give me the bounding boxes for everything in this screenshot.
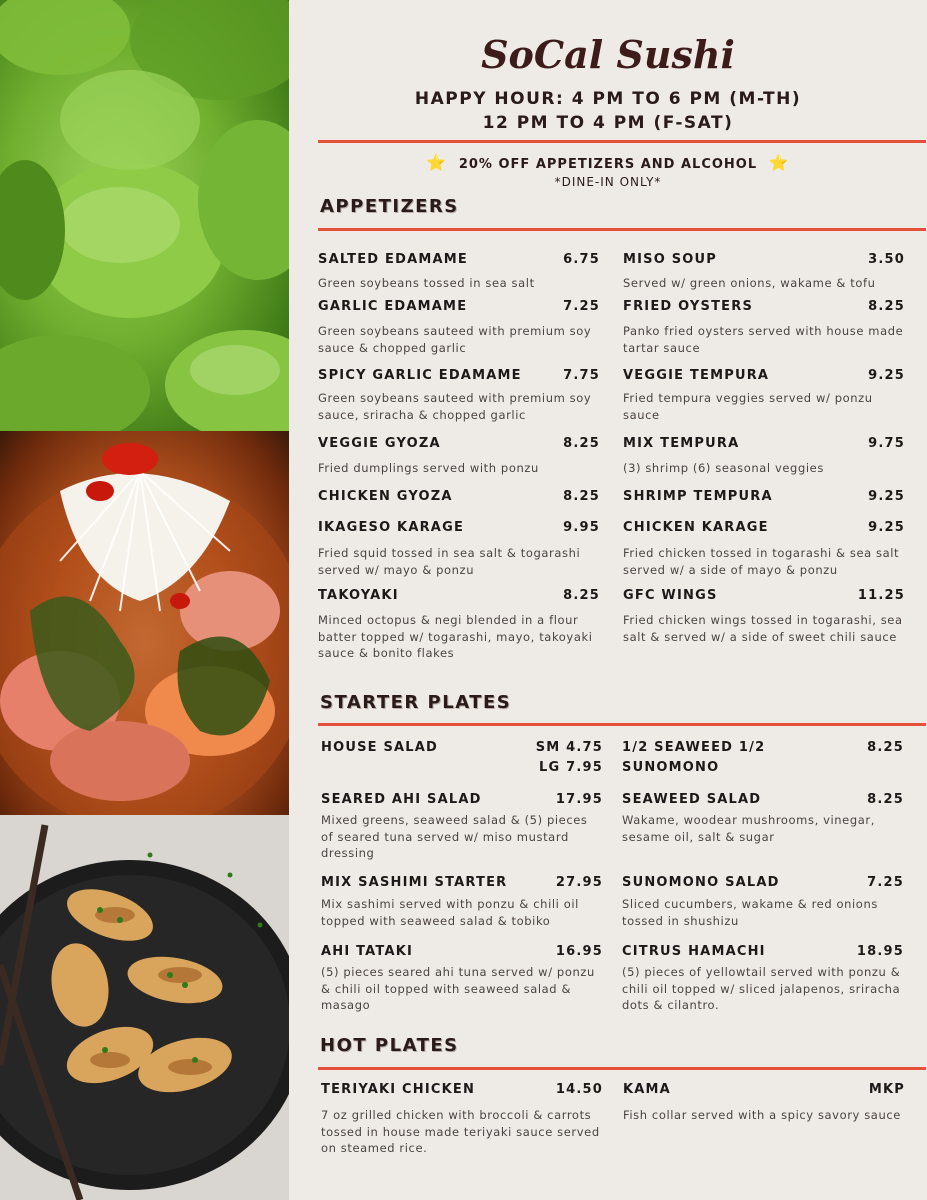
divider	[318, 140, 926, 143]
item-description: Green soybeans sauteed with premium soy sauce & chopped garlic	[318, 324, 592, 355]
item-price: 8.25	[868, 299, 905, 314]
item-description: Green soybeans tossed in sea salt	[318, 276, 535, 290]
menu-panel	[289, 0, 927, 1200]
item-description: Panko fried oysters served with house made tartar sauce	[623, 324, 904, 355]
star-icon: ⭐	[768, 153, 790, 172]
item-name: SHRIMP TEMPURA	[623, 489, 773, 504]
item-name: VEGGIE TEMPURA	[623, 368, 770, 383]
item-description: Green soybeans sauteed with premium soy sauce, sriracha & chopped garlic	[318, 391, 592, 422]
item-price: 9.75	[868, 436, 905, 451]
section-heading-hot-plates: HOT PLATES	[320, 1035, 459, 1056]
item-name: GFC WINGS	[623, 588, 718, 603]
item-name: IKAGESO KARAGE	[318, 520, 465, 535]
item-name: TERIYAKI CHICKEN	[321, 1082, 476, 1097]
section-heading-appetizers: APPETIZERS	[320, 196, 459, 217]
item-price: 9.25	[868, 368, 905, 383]
item-name: AHI TATAKI	[321, 944, 414, 959]
item-price: 27.95	[555, 875, 603, 890]
item-name: MISO SOUP	[623, 252, 718, 267]
promo-text: 20% OFF APPETIZERS AND ALCOHOL	[458, 157, 758, 172]
item-name: SPICY GARLIC EDAMAME	[318, 368, 522, 383]
item-description: Fried tempura veggies served w/ ponzu sauce	[623, 391, 873, 422]
divider	[318, 228, 926, 231]
item-name: SEAWEED SALAD	[622, 792, 762, 807]
item-description: Minced octopus & negi blended in a flour batter topped w/ togarashi, mayo, takoyaki sauce & bonito flakes	[318, 613, 593, 660]
item-description: Mixed greens, seaweed salad & (5) pieces of seared tuna served w/ miso mustard dressing	[321, 813, 588, 860]
item-price: 14.50	[555, 1082, 603, 1097]
item-name: CHICKEN GYOZA	[318, 489, 453, 504]
item-description: Fried chicken tossed in togarashi & sea salt served w/ a side of mayo & ponzu	[623, 546, 900, 577]
item-description: Served w/ green onions, wakame & tofu	[623, 276, 876, 290]
item-description: Wakame, woodear mushrooms, vinegar, sesame oil, salt & sugar	[622, 813, 875, 844]
item-price-large: LG 7.95	[539, 760, 603, 775]
item-description: (5) pieces of yellowtail served with ponzu & chili oil topped w/ sliced jalapenos, sriracha dots & cilantro.	[622, 965, 901, 1012]
item-name: SEARED AHI SALAD	[321, 792, 482, 807]
item-name: CHICKEN KARAGE	[623, 520, 769, 535]
item-description: 7 oz grilled chicken with broccoli & carrots tossed in house made teriyaki sauce served on steamed rice.	[321, 1108, 600, 1155]
item-price: 9.95	[563, 520, 600, 535]
item-price: SM 4.75	[535, 740, 603, 755]
item-price: 9.25	[868, 520, 905, 535]
item-description: Fried dumplings served with ponzu	[318, 461, 539, 475]
item-price: 8.25	[563, 588, 600, 603]
item-name: CITRUS HAMACHI	[622, 944, 766, 959]
item-price: 11.25	[857, 588, 905, 603]
happy-hour-line-2: 12 PM TO 4 PM (F-SAT)	[482, 113, 734, 133]
item-name: KAMA	[623, 1082, 671, 1097]
item-price: 7.25	[867, 875, 904, 890]
item-description: (5) pieces seared ahi tuna served w/ ponzu & chili oil topped with seaweed salad & masago	[321, 965, 595, 1012]
item-price: 18.95	[856, 944, 904, 959]
gyoza-photo	[0, 815, 289, 1200]
edamame-photo	[0, 0, 289, 431]
item-price: 7.75	[563, 368, 600, 383]
item-name: 1/2 SEAWEED 1/2	[622, 740, 766, 755]
divider	[318, 1067, 926, 1070]
item-name: MIX SASHIMI STARTER	[321, 875, 508, 890]
item-price: 6.75	[563, 252, 600, 267]
item-name-line-2: SUNOMONO	[622, 760, 720, 775]
happy-hour-line-1: HAPPY HOUR: 4 PM TO 6 PM (M-TH)	[414, 89, 802, 109]
item-name: MIX TEMPURA	[623, 436, 740, 451]
restaurant-title: SoCal Sushi	[481, 32, 735, 77]
section-heading-starter-plates: STARTER PLATES	[320, 692, 512, 713]
sashimi-salad-photo	[0, 431, 289, 815]
item-name: VEGGIE GYOZA	[318, 436, 441, 451]
item-description: Sliced cucumbers, wakame & red onions tossed in shushizu	[622, 897, 878, 928]
dine-in-note: *DINE-IN ONLY*	[554, 175, 662, 189]
item-description: Fried chicken wings tossed in togarashi, sea salt & served w/ a side of sweet chili sauce	[623, 613, 903, 644]
item-price: MKP	[868, 1082, 905, 1097]
item-price: 8.25	[563, 489, 600, 504]
photo-column	[0, 0, 289, 1200]
item-name: SALTED EDAMAME	[318, 252, 468, 267]
item-name: HOUSE SALAD	[321, 740, 439, 755]
item-name: TAKOYAKI	[318, 588, 399, 603]
item-price: 3.50	[868, 252, 905, 267]
item-price: 8.25	[563, 436, 600, 451]
item-description: Fish collar served with a spicy savory sauce	[623, 1108, 901, 1122]
item-price: 16.95	[555, 944, 603, 959]
item-name: FRIED OYSTERS	[623, 299, 754, 314]
item-name: SUNOMONO SALAD	[622, 875, 780, 890]
item-price: 7.25	[563, 299, 600, 314]
star-icon: ⭐	[426, 153, 448, 172]
item-description: (3) shrimp (6) seasonal veggies	[623, 461, 824, 475]
item-price: 8.25	[867, 740, 904, 755]
item-price: 17.95	[555, 792, 603, 807]
promo-line	[289, 153, 927, 172]
item-price: 9.25	[868, 489, 905, 504]
item-description: Mix sashimi served with ponzu & chili oil topped with seaweed salad & tobiko	[321, 897, 579, 928]
divider	[318, 723, 926, 726]
item-price: 8.25	[867, 792, 904, 807]
item-name: GARLIC EDAMAME	[318, 299, 468, 314]
item-description: Fried squid tossed in sea salt & togarashi served w/ mayo & ponzu	[318, 546, 581, 577]
